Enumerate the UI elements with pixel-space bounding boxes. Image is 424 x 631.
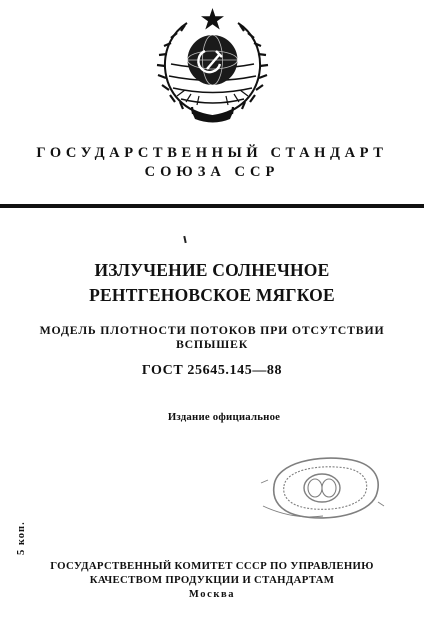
document-title-line-2: РЕНТГЕНОВСКОЕ МЯГКОЕ — [89, 285, 335, 305]
document-title-line-1: ИЗЛУЧЕНИЕ СОЛНЕЧНОЕ — [94, 260, 330, 280]
gost-number: ГОСТ 25645.145—88 — [141, 363, 283, 378]
committee-line-1: ГОСУДАРСТВЕННЫЙ КОМИТЕТ СССР ПО УПРАВЛЕНИЮ — [50, 560, 374, 572]
publication-city: Москва — [188, 589, 236, 600]
standard-title: ГОСУДАРСТВЕННЫЙ СТАНДАРТ — [36, 145, 388, 161]
price-label: 5 коп. — [16, 521, 27, 555]
committee-line-2: КАЧЕСТВОМ ПРОДУКЦИИ И СТАНДАРТАМ — [89, 574, 335, 586]
ussr-label: СОЮЗА ССР — [144, 164, 280, 180]
document-subtitle-line-1: МОДЕЛЬ ПЛОТНОСТИ ПОТОКОВ ПРИ ОТСУТСТВИИ — [39, 323, 385, 337]
ink-mark — [183, 236, 186, 243]
edition-label: Издание официальное — [167, 411, 281, 423]
library-stamp-icon — [260, 450, 385, 525]
ussr-coat-of-arms-icon — [155, 6, 270, 124]
document-subtitle-line-2: ВСПЫШЕК — [175, 337, 249, 351]
header-divider — [0, 204, 424, 208]
